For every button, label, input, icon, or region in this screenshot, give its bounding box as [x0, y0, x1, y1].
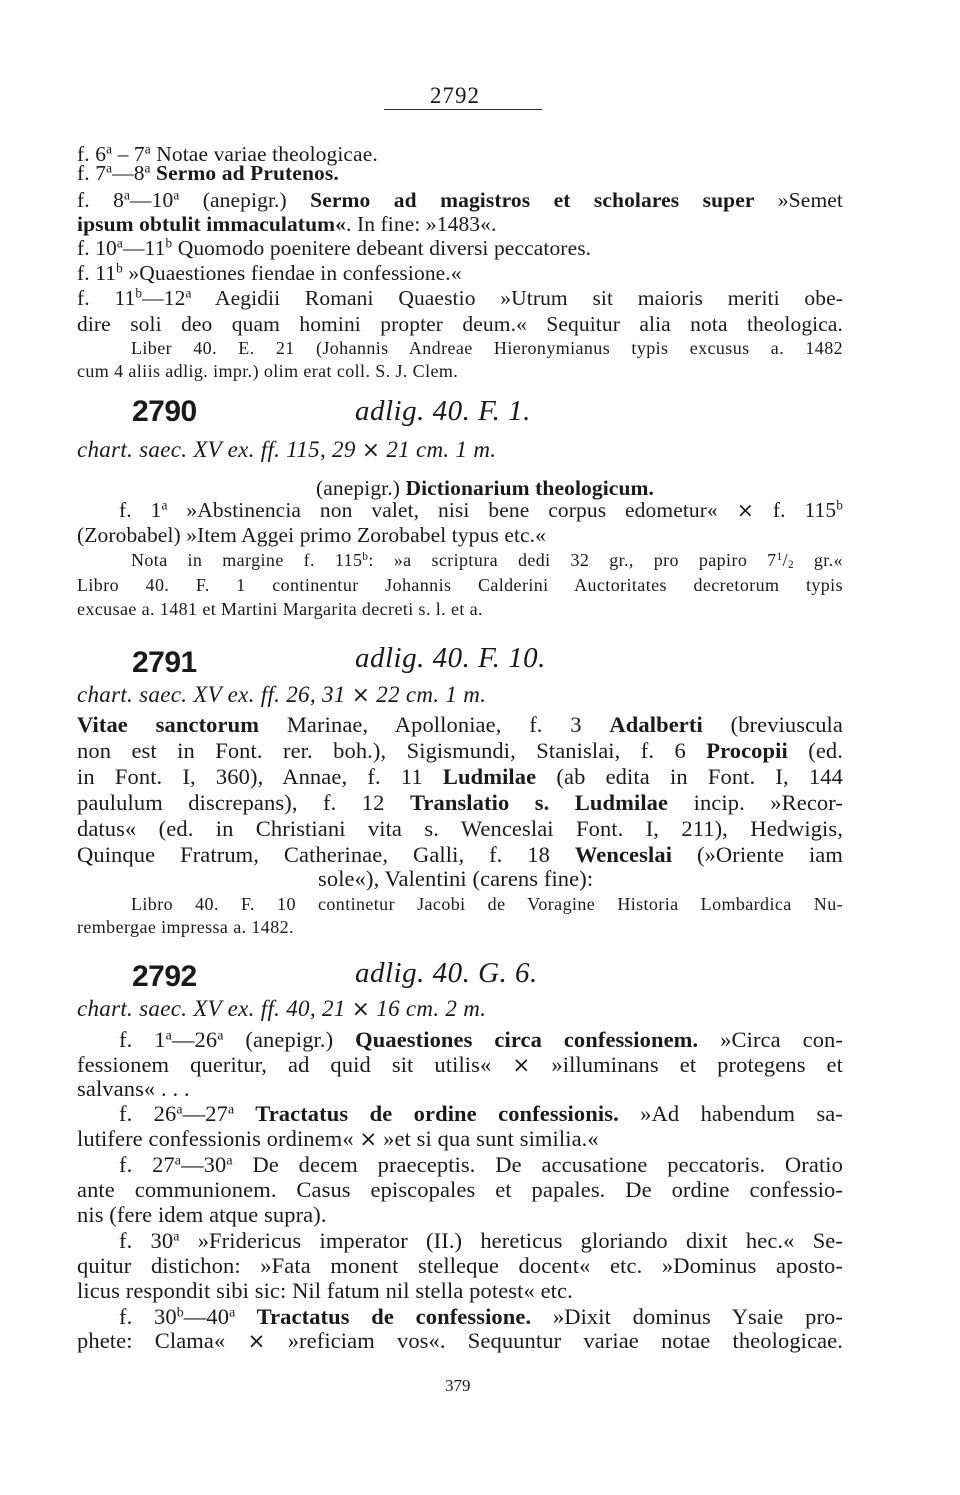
- separator-mark: ×: [512, 1053, 531, 1078]
- provenance-note: excusae a. 1481 et Martini Margarita decreti s. l. et a.: [77, 599, 483, 619]
- contents-line: licus respondit sibi sic: Nil fatum nil stella potest« etc.: [77, 1278, 573, 1303]
- contents-line: Quinque Fratrum, Catherinae, Galli, f. 18 Wenceslai (»Oriente iam: [77, 842, 843, 867]
- provenance-note: Libro 40. F. 1 continentur Johannis Calderini Auctoritates decretorum typis: [77, 575, 843, 595]
- contents-line: quitur distichon: »Fata monent stelleque docent« etc. »Dominus aposto-: [77, 1253, 843, 1278]
- running-head-rule: [384, 109, 542, 110]
- contents-line: salvans« . . .: [77, 1076, 190, 1101]
- entry-number: 2791: [132, 646, 197, 679]
- entry-number: 2792: [132, 960, 197, 993]
- separator-mark: ×: [736, 498, 754, 522]
- provenance-note: rembergae impressa a. 1482.: [77, 917, 294, 937]
- contents-line: fessionem queritur, ad quid sit utilis« × »illuminans et protegens et: [77, 1052, 843, 1078]
- contents-line: f. 30$^a$ »Fridericus imperator (II.) hereticus gloriando dixit hec.« Se-: [119, 1228, 843, 1253]
- margin-note: Nota in margine f. 115$^b$: »a scriptura dedi 32 gr., pro papiro $7^1/_2$ gr.«: [131, 550, 843, 572]
- contents-line: non est in Font. rer. boh.), Sigismundi, Stanislai, f. 6 Procopii (ed.: [77, 738, 844, 763]
- folio-line: f. 6$^a$ – 7$^a$ Notae variae theologicae.: [77, 141, 378, 166]
- physical-description: chart. saec. XV ex. ff. 115, 29 × 21 cm. 1 m.: [77, 437, 497, 463]
- folio-line: f. 11$^b$—12$^a$ Aegidii Romani Quaestio »Utrum sit maioris meriti obe-: [77, 285, 843, 310]
- shelfmark: adlig. 40. G. 6.: [355, 957, 538, 989]
- folio-line: f. 11$^b$ »Quaestiones fiendae in confessione.«: [77, 260, 462, 285]
- folio-line: ipsum obtulit immaculatum«. In fine: »1483«.: [77, 212, 497, 236]
- contents-line: phete: Clama« × »reficiam vos«. Sequuntur variae notae theologicae.: [77, 1328, 843, 1354]
- page-number: 379: [445, 1376, 471, 1395]
- contents-line: f. 27$^a$—30$^a$ De decem praeceptis. De accusatione peccatoris. Oratio: [119, 1152, 844, 1177]
- contents-line: lutifere confessionis ordinem« × »et si qua sunt similia.«: [77, 1126, 599, 1152]
- contents-line: ante communionem. Casus episcopales et papales. De ordine confessio-: [77, 1177, 843, 1202]
- provenance-note: Libro 40. F. 10 continetur Jacobi de Voragine Historia Lombardica Nu-: [131, 894, 843, 914]
- physical-description: chart. saec. XV ex. ff. 26, 31 × 22 cm. 1 m.: [77, 682, 487, 708]
- provenance-note: cum 4 aliis adlig. impr.) olim erat coll. S. J. Clem.: [77, 361, 459, 381]
- running-head: 2792: [430, 83, 480, 108]
- contents-line: f. 1$^a$—26$^a$ (anepigr.) Quaestiones circa confessionem. »Circa con-: [119, 1027, 843, 1052]
- contents-line: nis (fere idem atque supra).: [77, 1202, 327, 1227]
- contents-line: f. 26$^a$—27$^a$ Tractatus de ordine confessionis. »Ad habendum sa-: [119, 1101, 843, 1126]
- incipit-line: f. 1$^a$ »Abstinencia non valet, nisi bene corpus edometur« × f. 115$^b$: [119, 497, 844, 522]
- provenance-note: Liber 40. E. 21 (Johannis Andreae Hieronymianus typis excusus a. 1482: [131, 338, 843, 358]
- folio-line: f. 10$^a$—11$^b$ Quomodo poenitere debeant diversi peccatores.: [77, 235, 592, 260]
- folio-line: f. 8$^a$—10$^a$ (anepigr.) Sermo ad magistros et scholares super »Semet: [77, 187, 843, 212]
- contents-line: paululum discrepans), f. 12 Translatio s. Ludmilae incip. »Recor-: [77, 790, 843, 815]
- contents-line: in Font. I, 360), Annae, f. 11 Ludmilae (ab edita in Font. I, 144: [77, 764, 843, 789]
- contents-line: datus« (ed. in Christiani vita s. Wenceslai Font. I, 211), Hedwigis,: [77, 816, 843, 841]
- contents-line: Vitae sanctorum Marinae, Apolloniae, f. 3 Adalberti (breviuscula: [77, 712, 843, 737]
- entry-title-line: (anepigr.) Dictionarium theologicum.: [316, 476, 654, 500]
- shelfmark: adlig. 40. F. 1.: [355, 395, 531, 427]
- contents-line: f. 30$^b$—40$^a$ Tractatus de confessione. »Dixit dominus Ysaie pro-: [119, 1304, 843, 1329]
- incipit-line: (Zorobabel) »Item Aggei primo Zorobabel typus etc.«: [77, 523, 547, 547]
- separator-mark: ×: [247, 1329, 266, 1354]
- separator-mark: ×: [359, 1127, 378, 1152]
- folio-line: dire soli deo quam homini propter deum.« Sequitur alia nota theologica.: [77, 312, 843, 336]
- contents-line: sole«), Valentini (carens fine):: [318, 866, 594, 891]
- shelfmark: adlig. 40. F. 10.: [355, 642, 546, 674]
- entry-number: 2790: [132, 395, 197, 428]
- physical-description: chart. saec. XV ex. ff. 40, 21 × 16 cm. 2 m.: [77, 996, 487, 1022]
- folio-line: f. 7$^a$—8$^a$ Sermo ad Prutenos.: [77, 160, 339, 185]
